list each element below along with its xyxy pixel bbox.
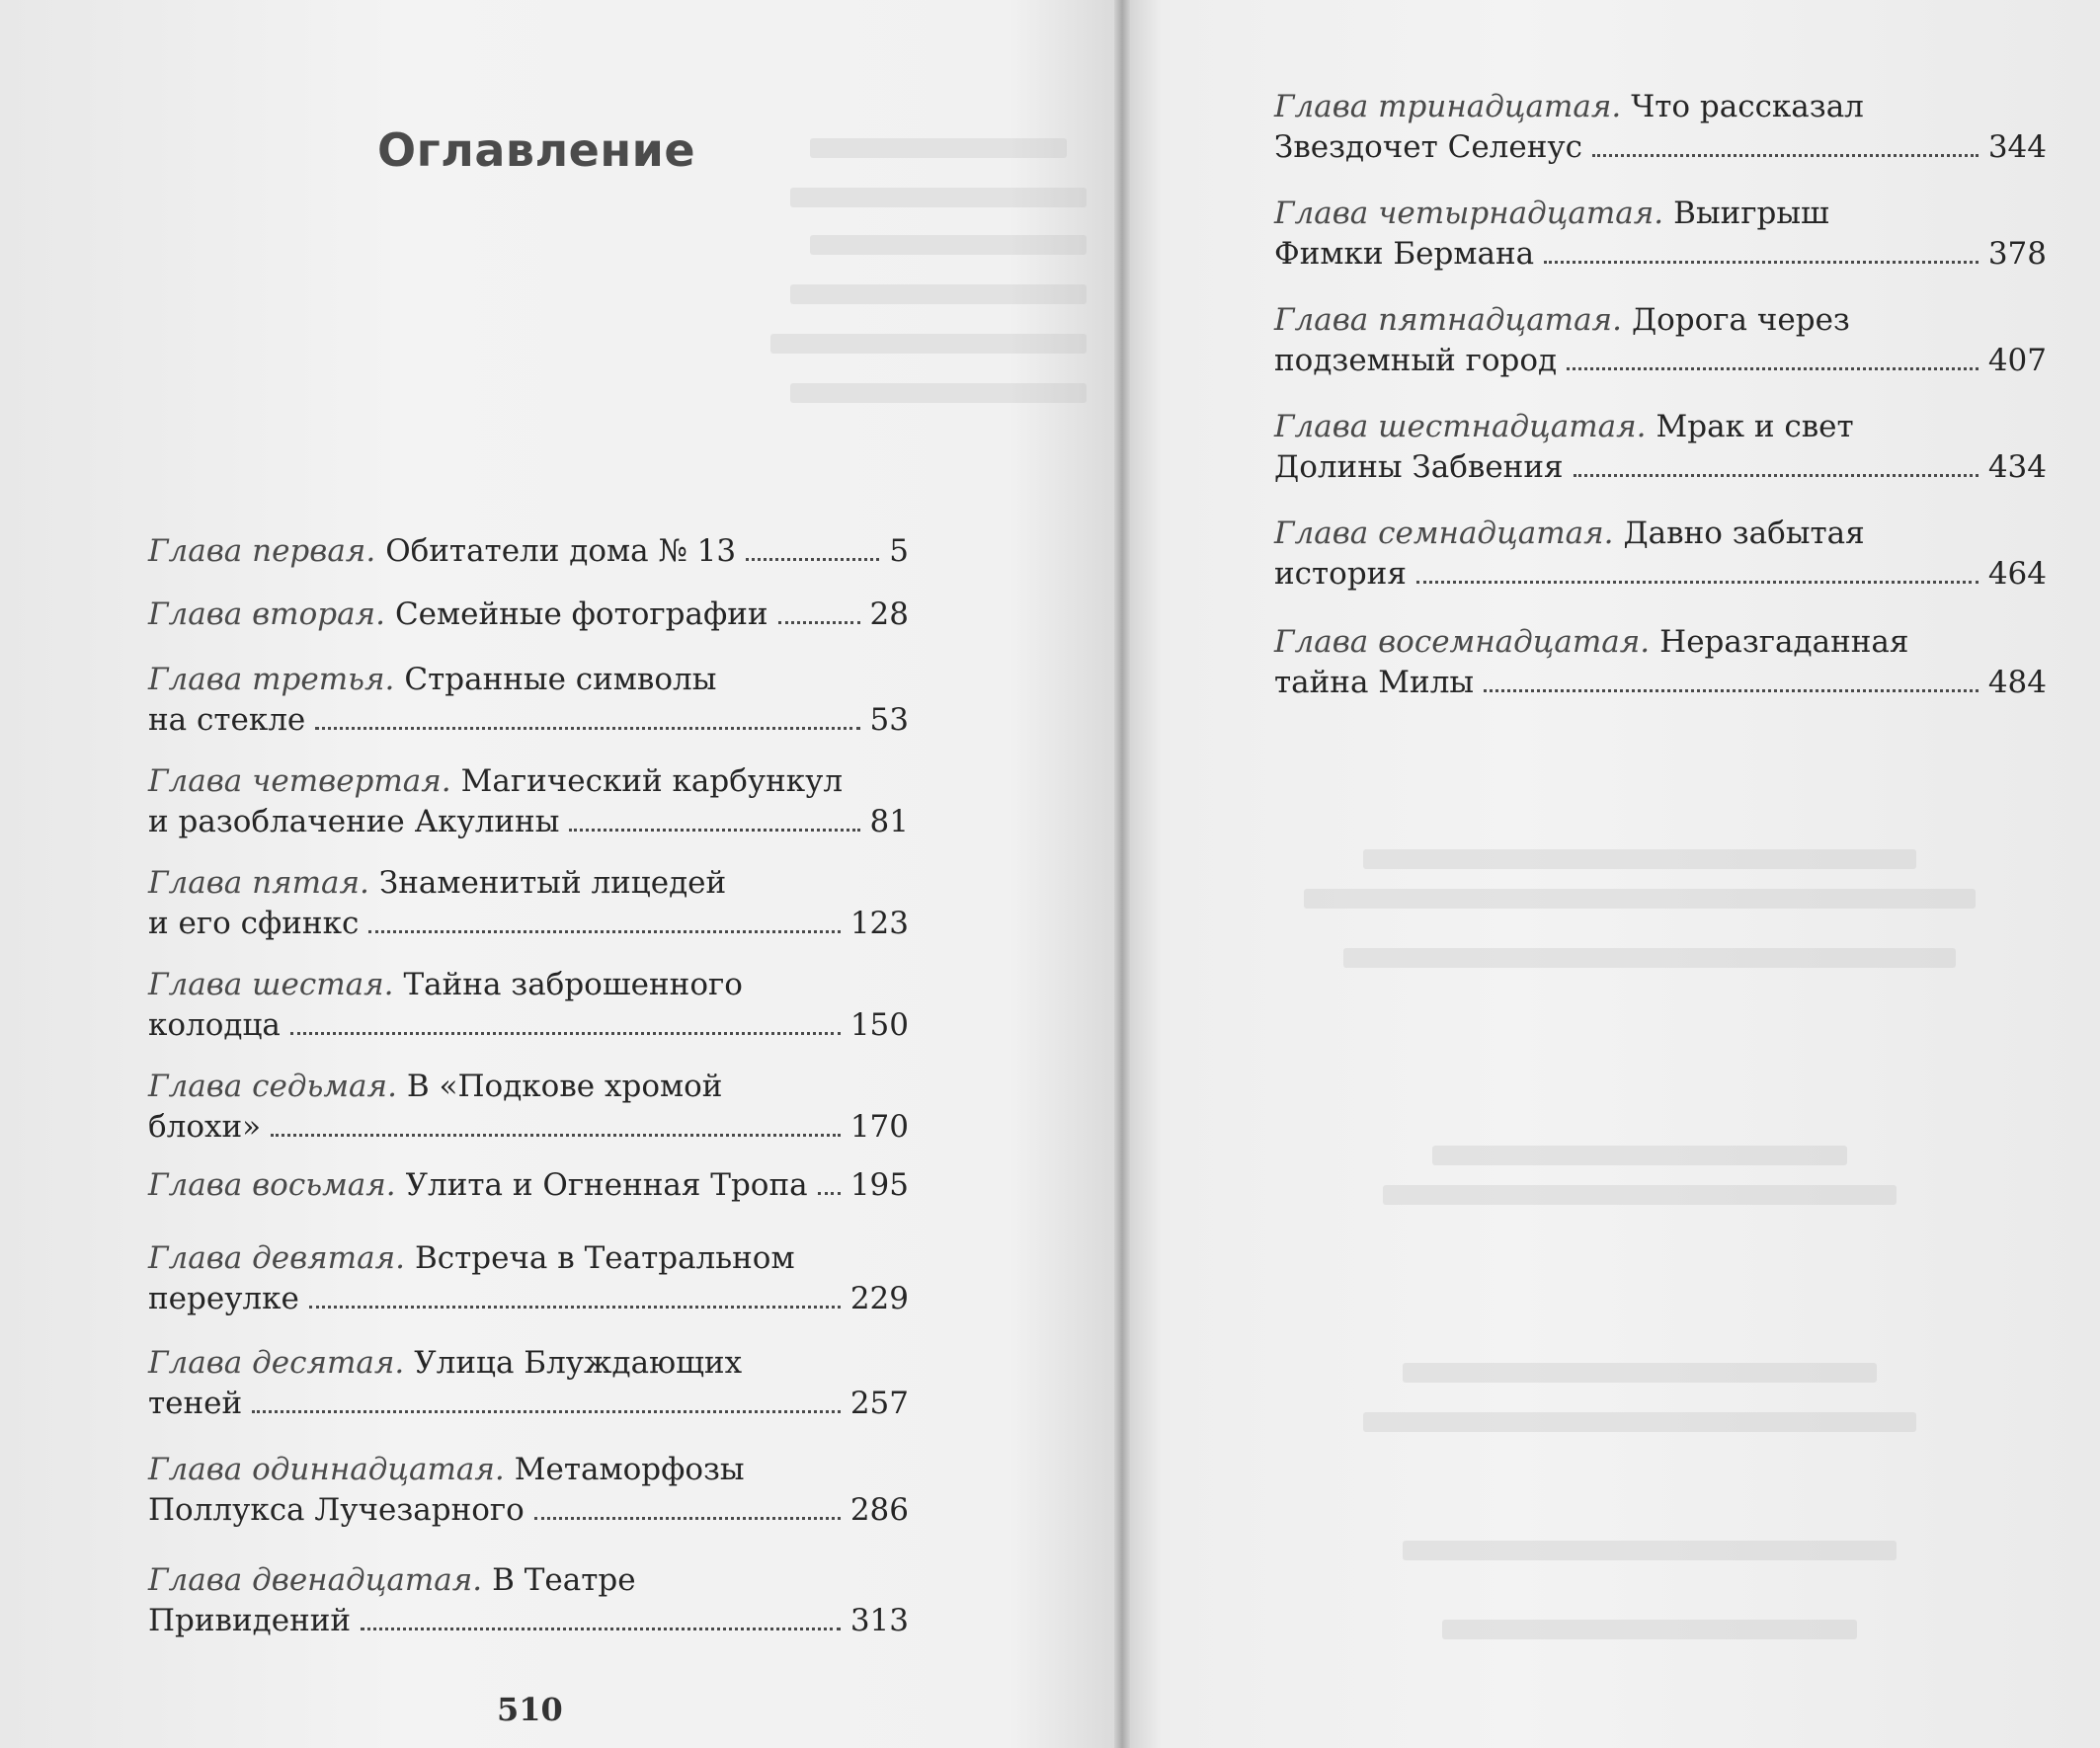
chapter-number: Глава четырнадцатая. — [1274, 196, 1664, 231]
page-ref: 313 — [849, 1603, 909, 1638]
chapter-title-cont: тайна Милы — [1274, 665, 1475, 700]
leader-dots — [818, 1192, 841, 1195]
toc-entry[interactable] — [148, 1450, 909, 1531]
chapter-title: Магический карбункул — [460, 763, 844, 799]
leader-dots — [569, 829, 859, 832]
chapter-number: Глава двенадцатая. — [148, 1562, 483, 1598]
chapter-title-cont: Привидений — [148, 1603, 352, 1638]
page-title: Оглавление — [377, 123, 696, 177]
chapter-title: Что рассказал — [1631, 89, 1864, 124]
page-ref: 407 — [1987, 343, 2047, 378]
page-ref: 53 — [869, 702, 909, 738]
chapter-number: Глава четвертая. — [148, 763, 451, 799]
chapter-title-cont: Звездочет Селенус — [1274, 129, 1582, 165]
leader-dots — [361, 1628, 841, 1630]
toc-entry[interactable] — [148, 531, 909, 572]
leader-dots — [309, 1306, 841, 1309]
toc-entry[interactable] — [148, 1165, 909, 1206]
chapter-title-cont: и его сфинкс — [148, 906, 360, 941]
page-ref: 484 — [1987, 665, 2047, 700]
chapter-title-cont: и разоблачение Акулины — [148, 804, 560, 839]
toc-entry[interactable] — [1274, 300, 2047, 381]
chapter-title-cont: история — [1274, 556, 1407, 592]
chapter-title-cont: подземный город — [1274, 343, 1558, 378]
leader-dots — [746, 558, 879, 561]
chapter-title: Мрак и свет — [1656, 409, 1854, 444]
chapter-title-cont: колодца — [148, 1007, 281, 1043]
leader-dots — [1416, 581, 1979, 584]
chapter-title: Странные символы — [404, 662, 717, 697]
chapter-number: Глава вторая. — [148, 596, 385, 632]
chapter-title: Семейные фотографии — [394, 596, 768, 632]
chapter-title: Знаменитый лицедей — [378, 865, 727, 901]
page-ref: 464 — [1987, 556, 2047, 592]
chapter-number: Глава седьмая. — [148, 1069, 397, 1104]
chapter-number: Глава одиннадцатая. — [148, 1452, 505, 1487]
page-number: 510 — [497, 1691, 563, 1728]
leader-dots — [290, 1032, 841, 1035]
chapter-title-cont: на стекле — [148, 702, 306, 738]
leader-dots — [1544, 261, 1979, 264]
toc-entry[interactable] — [148, 1560, 909, 1641]
chapter-title-cont: блохи» — [148, 1109, 262, 1145]
chapter-title: Неразгаданная — [1659, 624, 1909, 660]
chapter-title: В «Подкове хромой — [406, 1069, 723, 1104]
chapter-number: Глава шестая. — [148, 967, 394, 1002]
toc-entry[interactable] — [148, 863, 909, 944]
chapter-title: Выигрыш — [1673, 196, 1829, 231]
chapter-title: Обитатели дома № 13 — [385, 533, 737, 569]
chapter-title-cont: Поллукса Лучезарного — [148, 1492, 525, 1528]
chapter-title: Тайна заброшенного — [403, 967, 743, 1002]
toc-entry[interactable] — [148, 1343, 909, 1424]
toc-entry[interactable] — [1274, 514, 2047, 595]
toc-entry[interactable] — [1274, 407, 2047, 488]
chapter-number: Глава десятая. — [148, 1345, 405, 1381]
chapter-number: Глава девятая. — [148, 1240, 405, 1276]
chapter-number: Глава семнадцатая. — [1274, 516, 1614, 551]
leader-dots — [1484, 689, 1979, 692]
chapter-title: Метаморфозы — [514, 1452, 745, 1487]
chapter-number: Глава первая. — [148, 533, 376, 569]
page-ref: 5 — [889, 533, 909, 569]
toc-entry[interactable] — [148, 761, 909, 842]
chapter-title: В Театре — [492, 1562, 636, 1598]
chapter-title: Встреча в Театральном — [414, 1240, 795, 1276]
chapter-title-cont: Долины Забвения — [1274, 449, 1564, 485]
toc-entry[interactable] — [148, 660, 909, 741]
chapter-title-cont: теней — [148, 1386, 243, 1421]
chapter-title: Улита и Огненная Тропа — [405, 1167, 808, 1203]
chapter-title-cont: Фимки Бермана — [1274, 236, 1535, 272]
page-ref: 170 — [849, 1109, 909, 1145]
chapter-number: Глава пятая. — [148, 865, 369, 901]
leader-dots — [778, 621, 860, 624]
page-ref: 378 — [1987, 236, 2047, 272]
toc-entry[interactable] — [148, 1067, 909, 1148]
chapter-title-cont: переулке — [148, 1281, 299, 1316]
page-ref: 150 — [849, 1007, 909, 1043]
page-ref: 229 — [849, 1281, 909, 1316]
leader-dots — [368, 930, 841, 933]
leader-dots — [252, 1410, 841, 1413]
leader-dots — [271, 1134, 841, 1137]
chapter-number: Глава восемнадцатая. — [1274, 624, 1651, 660]
chapter-number: Глава шестнадцатая. — [1274, 409, 1647, 444]
toc-entry[interactable] — [1274, 194, 2047, 275]
chapter-number: Глава третья. — [148, 662, 395, 697]
page-ref: 28 — [869, 596, 909, 632]
chapter-title: Давно забытая — [1623, 516, 1865, 551]
chapter-number: Глава пятнадцатая. — [1274, 302, 1622, 338]
toc-entry[interactable] — [1274, 87, 2047, 168]
chapter-number: Глава тринадцатая. — [1274, 89, 1622, 124]
chapter-title: Улица Блуждающих — [414, 1345, 743, 1381]
page-ref: 434 — [1987, 449, 2047, 485]
page-ref: 81 — [869, 804, 909, 839]
page-ref: 257 — [849, 1386, 909, 1421]
toc-entry[interactable] — [148, 595, 909, 635]
leader-dots — [1574, 474, 1979, 477]
page-ref: 286 — [849, 1492, 909, 1528]
chapter-title: Дорога через — [1631, 302, 1850, 338]
chapter-number: Глава восьмая. — [148, 1167, 396, 1203]
page-ref: 195 — [849, 1167, 909, 1203]
leader-dots — [315, 727, 859, 730]
toc-entry[interactable] — [148, 1238, 909, 1319]
page-ref: 123 — [849, 906, 909, 941]
leader-dots — [534, 1517, 841, 1520]
toc-entry[interactable] — [148, 965, 909, 1046]
toc-entry[interactable] — [1274, 622, 2047, 703]
page-ref: 344 — [1987, 129, 2047, 165]
book-gutter — [1114, 0, 1130, 1748]
leader-dots — [1567, 367, 1979, 370]
leader-dots — [1592, 154, 1979, 157]
